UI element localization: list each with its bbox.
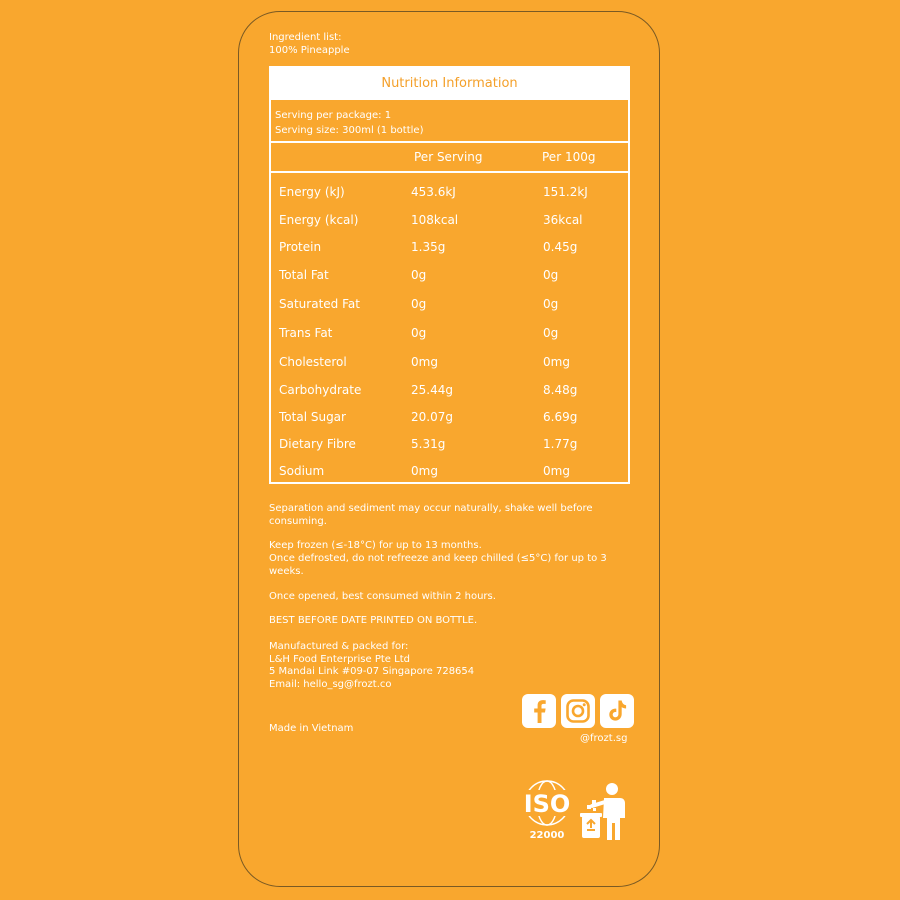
manufacturer-info: Manufactured & packed for: L&H Food Enterprise Pte Ltd 5 Mandai Link #09-07 Singapore 728654 Email: hello_sg@frozt.co	[269, 640, 475, 691]
ingredient-list-heading: Ingredient list:	[269, 32, 342, 43]
nutrition-row	[271, 324, 628, 342]
nutrient-per-100g: 6.69g	[543, 410, 578, 424]
nutrition-column-headers	[271, 143, 628, 173]
instagram-icon[interactable]	[561, 694, 595, 728]
opened-note: Once opened, best consumed within 2 hours.	[269, 590, 496, 602]
nutrient-name: Sodium	[279, 464, 325, 478]
nutrient-name: Energy (kcal)	[279, 213, 359, 227]
storage-note: Keep frozen (≤-18°C) for up to 13 months. Once defrosted, do not refreeze and keep chilled (≤5°C) for up to 3 weeks.	[269, 540, 607, 577]
nutrient-name: Dietary Fibre	[279, 437, 356, 451]
nutrient-per-100g: 36kcal	[543, 213, 583, 227]
column-header-per-serving: Per Serving	[414, 150, 483, 164]
nutrient-per-serving: 0g	[411, 268, 427, 282]
nutrition-title: Nutrition Information	[271, 68, 628, 100]
nutrition-row	[271, 435, 628, 453]
iso-22000-badge	[512, 776, 584, 842]
recycle-bin-icon	[578, 780, 634, 842]
nutrient-per-100g: 8.48g	[543, 383, 578, 397]
nutrition-row	[271, 295, 628, 313]
nutrient-per-serving: 25.44g	[411, 383, 453, 397]
nutrient-name: Total Sugar	[279, 410, 346, 424]
nutrition-row	[271, 381, 628, 399]
nutrient-per-100g: 0mg	[543, 355, 570, 369]
nutrition-row	[271, 211, 628, 229]
nutrient-per-serving: 1.35g	[411, 240, 446, 254]
nutrient-per-serving: 0g	[411, 326, 427, 340]
tiktok-icon[interactable]	[600, 694, 634, 728]
nutrition-row	[271, 238, 628, 256]
serving-size: Serving size: 300ml (1 bottle)	[275, 125, 424, 136]
nutrient-per-100g: 0g	[543, 326, 559, 340]
made-in: Made in Vietnam	[269, 723, 354, 734]
best-before-note: BEST BEFORE DATE PRINTED ON BOTTLE.	[269, 615, 478, 627]
separation-note: Separation and sediment may occur naturally, shake well before consuming.	[269, 503, 593, 527]
nutrient-name: Cholesterol	[279, 355, 347, 369]
ingredient-list	[269, 31, 350, 57]
nutrition-row	[271, 266, 628, 284]
social-handle: @frozt.sg	[580, 733, 628, 744]
nutrient-per-serving: 0mg	[411, 355, 438, 369]
ingredient-list-value: 100% Pineapple	[269, 45, 350, 56]
nutrient-name: Energy (kJ)	[279, 185, 345, 199]
nutrition-row	[271, 353, 628, 371]
nutrient-per-serving: 5.31g	[411, 437, 446, 451]
nutrient-name: Total Fat	[279, 268, 329, 282]
nutrient-name: Protein	[279, 240, 322, 254]
nutrient-per-100g: 0g	[543, 268, 559, 282]
iso-label: ISO	[523, 790, 571, 818]
nutrient-per-100g: 0mg	[543, 464, 570, 478]
nutrient-per-100g: 151.2kJ	[543, 185, 588, 199]
nutrition-row	[271, 462, 628, 480]
serving-info	[271, 100, 628, 143]
iso-number: 22000	[529, 830, 565, 841]
column-header-per-100g: Per 100g	[542, 150, 596, 164]
serving-per-package: Serving per package: 1	[275, 110, 392, 121]
nutrient-name: Carbohydrate	[279, 383, 362, 397]
nutrient-per-serving: 20.07g	[411, 410, 453, 424]
nutrient-per-serving: 0g	[411, 297, 427, 311]
nutrient-per-serving: 0mg	[411, 464, 438, 478]
label-notes	[269, 503, 629, 692]
facebook-icon[interactable]	[522, 694, 556, 728]
nutrient-per-100g: 1.77g	[543, 437, 578, 451]
nutrient-per-100g: 0g	[543, 297, 559, 311]
nutrient-name: Saturated Fat	[279, 297, 360, 311]
nutrient-per-serving: 108kcal	[411, 213, 459, 227]
nutrient-per-serving: 453.6kJ	[411, 185, 456, 199]
nutrition-row	[271, 183, 628, 201]
nutrient-per-100g: 0.45g	[543, 240, 578, 254]
nutrient-name: Trans Fat	[279, 326, 333, 340]
nutrition-table	[269, 66, 630, 484]
nutrition-row	[271, 408, 628, 426]
